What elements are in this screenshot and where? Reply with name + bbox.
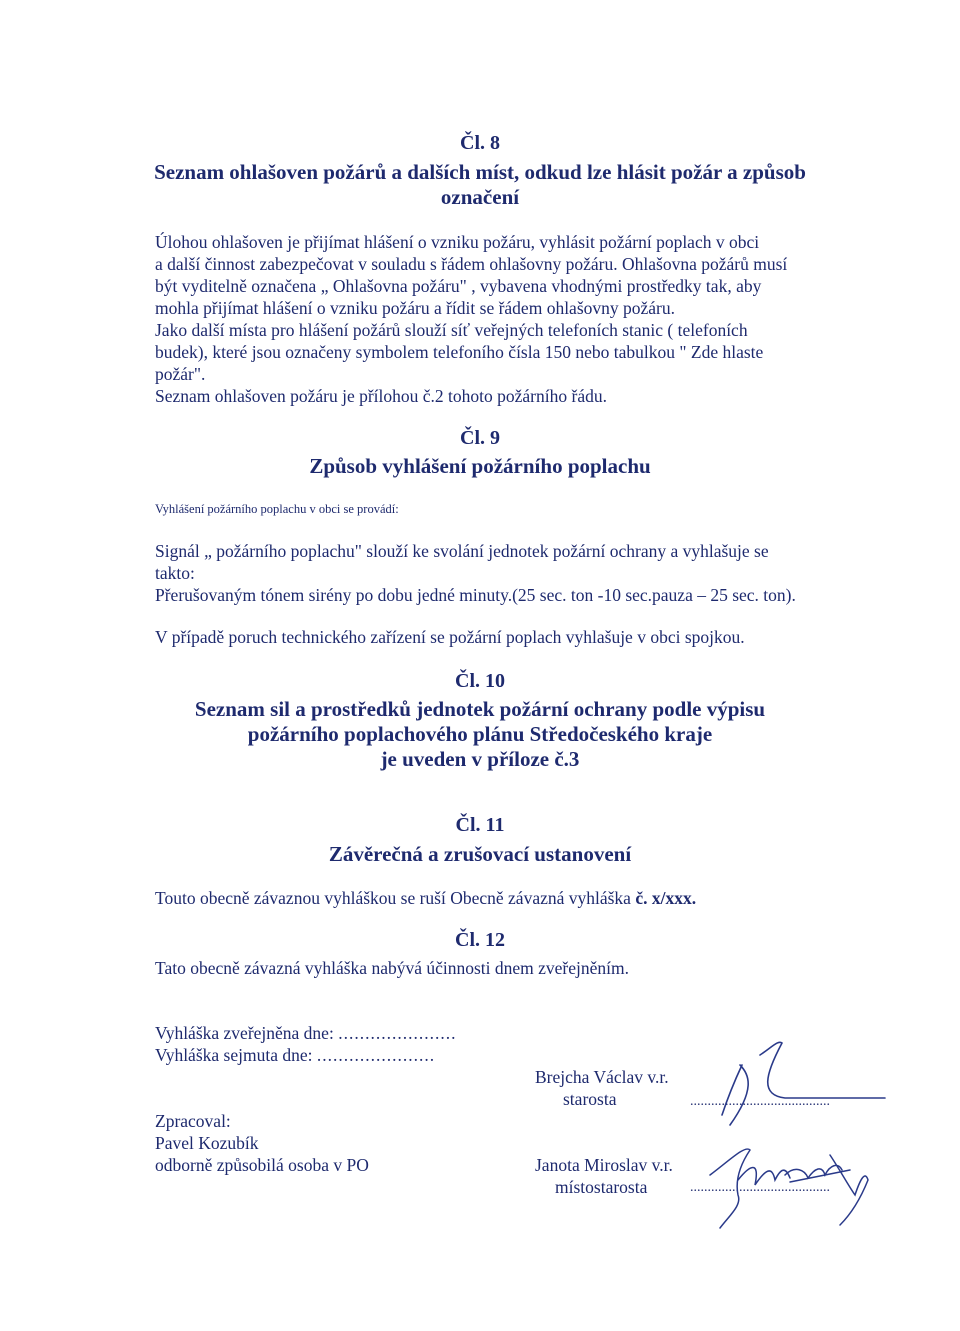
article-8-paragraph-line: požár". bbox=[155, 364, 206, 384]
deputy-role: místostarosta bbox=[555, 1177, 648, 1197]
article-10-number: Čl. 10 bbox=[455, 670, 505, 692]
article-9-intro: Vyhlášení požárního poplachu v obci se provádí: bbox=[155, 502, 399, 516]
article-8-paragraph-line: mohla přijímat hlášení o vzniku požáru a řídit se řádem ohlašovny požáru. bbox=[155, 298, 675, 318]
article-8-paragraph-line: budek), které jsou označeny symbolem telefoního čísla 150 nebo tabulkou " Zde hlaste bbox=[155, 342, 764, 362]
article-9-signal-line: Signál „ požárního poplachu" slouží ke svolání jednotek požární ochrany a vyhlašuje se bbox=[155, 541, 769, 561]
article-11-text-main: Touto obecně závaznou vyhláškou se ruší Obecně závazná vyhláška bbox=[155, 888, 631, 908]
article-8-title-line-1: Seznam ohlašoven požárů a dalších míst, odkud lze hlásit požár a způsob bbox=[154, 160, 806, 184]
mayor-role: starosta bbox=[563, 1089, 617, 1109]
prepared-by-name: Pavel Kozubík bbox=[155, 1133, 259, 1153]
article-8-paragraph-line: Seznam ohlašoven požáru je přílohou č.2 tohoto požárního řádu. bbox=[155, 386, 607, 406]
mayor-name: Brejcha Václav v.r. bbox=[535, 1067, 669, 1087]
article-11-text bbox=[155, 887, 696, 909]
prepared-by-role: odborně způsobilá osoba v PO bbox=[155, 1155, 369, 1175]
article-9-number: Čl. 9 bbox=[460, 427, 500, 449]
article-8-paragraph-line: a další činnost zabezpečovat v souladu s řádem ohlašovny požáru. Ohlašovna požárů musí bbox=[155, 254, 788, 274]
article-11-title: Závěrečná a zrušovací ustanovení bbox=[328, 842, 632, 866]
article-8-title-line-2: označení bbox=[440, 185, 520, 209]
prepared-by-label: Zpracoval: bbox=[155, 1111, 231, 1131]
article-8-number: Čl. 8 bbox=[460, 132, 500, 154]
mayor-signature-line: ........................................ bbox=[690, 1094, 830, 1109]
deputy-signature-line: ........................................ bbox=[690, 1180, 830, 1195]
article-8-paragraph-line: být vyditelně označena „ Ohlašovna požáru" , vybavena vhodnými prostředky tak, aby bbox=[155, 276, 762, 296]
published-date-blank: ...................... bbox=[338, 1023, 457, 1043]
deputy-name: Janota Miroslav v.r. bbox=[535, 1155, 673, 1175]
deputy-signature bbox=[690, 1120, 880, 1230]
article-12-number: Čl. 12 bbox=[455, 929, 505, 951]
article-9-signal-line: takto: bbox=[155, 563, 195, 583]
article-9-fault-text: V případě poruch technického zařízení se požární poplach vyhlašuje v obci spojkou. bbox=[155, 627, 745, 647]
article-10-title-line-3: je uveden v příloze č.3 bbox=[380, 747, 580, 771]
published-date-row bbox=[155, 1022, 456, 1044]
removed-label: Vyhláška sejmuta dne: bbox=[155, 1045, 313, 1065]
removed-date-row bbox=[155, 1044, 435, 1066]
published-label: Vyhláška zveřejněna dne: bbox=[155, 1023, 334, 1043]
article-11-number: Čl. 11 bbox=[455, 814, 505, 836]
article-12-text: Tato obecně závazná vyhláška nabývá účinnosti dnem zveřejněním. bbox=[155, 958, 630, 978]
article-11-text-number: č. x/xxx. bbox=[630, 888, 697, 908]
removed-date-blank: ...................... bbox=[316, 1045, 436, 1065]
article-8-paragraph-line: Úlohou ohlašoven je přijímat hlášení o vzniku požáru, vyhlásit požární poplach v obci bbox=[155, 232, 760, 252]
article-8-paragraph-line: Jako další místa pro hlášení požárů slouží síť veřejných telefoních stanic ( telefoních bbox=[155, 320, 748, 340]
article-9-title: Způsob vyhlášení požárního poplachu bbox=[309, 454, 651, 478]
article-10-title-line-2: požárního poplachového plánu Středočeského kraje bbox=[247, 722, 713, 746]
article-9-signal-line: Přerušovaným tónem sirény po dobu jedné minuty.(25 sec. ton -10 sec.pauza – 25 sec. ton). bbox=[155, 585, 796, 605]
article-10-title-line-1: Seznam sil a prostředků jednotek požární ochrany podle výpisu bbox=[194, 697, 766, 721]
